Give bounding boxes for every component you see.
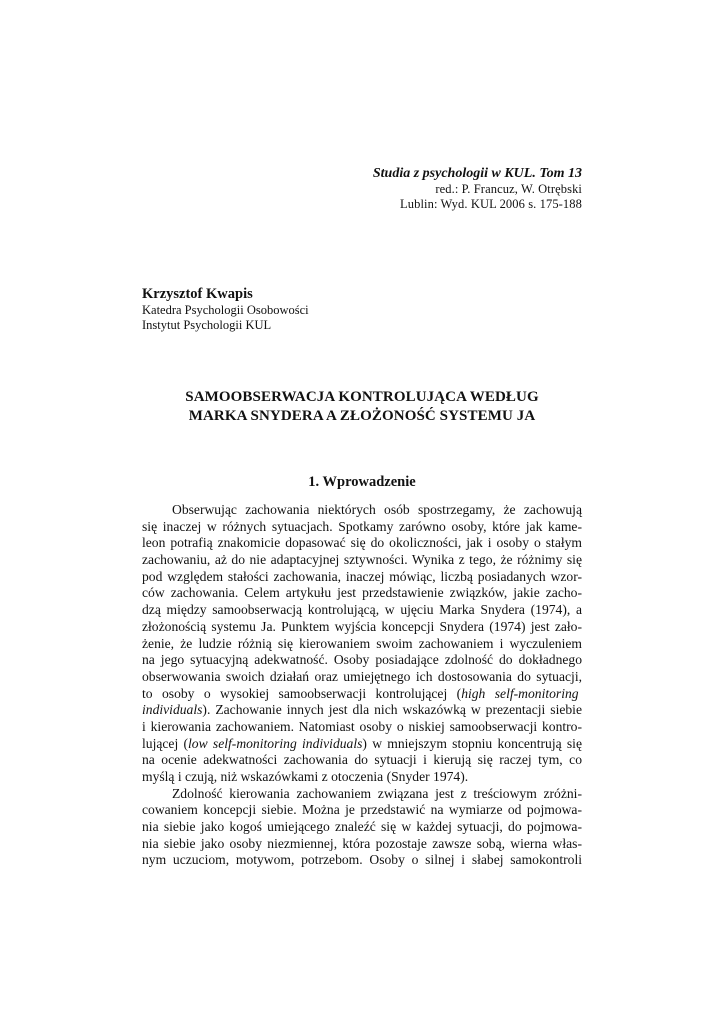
body-line: i kierowania zachowaniem. Natomiast osoby o niskiej samoobserwacji kontro- (142, 718, 582, 734)
body-line: złożonością systemu Ja. Punktem wyjścia koncepcji Snydera (1974) jest zało- (142, 618, 582, 634)
article-title (142, 388, 582, 426)
body-line-mixed (142, 736, 582, 753)
publication-header (162, 166, 582, 212)
body-line: Obserwując zachowania niektórych osób spostrzegamy, że zachowują (172, 502, 582, 517)
body-line: obserwowania swoich działań oraz umiejętnego ich dostosowania do sytuacji, (142, 668, 582, 684)
body-text-run: to osoby o wysokiej samoobserwacji kontrolującej ( (142, 685, 462, 701)
body-line: Zdolność kierowania zachowaniem związana jest z treściowym zróżni- (172, 785, 582, 801)
body-line: nia siebie jako kogoś umiejącego znaleźć się w każdej sytuacji, do pojmowa- (142, 819, 582, 835)
author-block (142, 286, 582, 333)
title-line-2: MARKA SNYDERA A ZŁOŻONOŚĆ SYSTEMU JA (188, 408, 536, 424)
body-line: żenie, że ludzie różnią się kierowaniem swoim zachowaniem i wyczuleniem (142, 635, 582, 651)
body-line-mixed (142, 686, 582, 703)
body-line: na ocenie adekwatności zachowania do sytuacji i kierują się raczej tym, co (142, 752, 582, 768)
body-line: cowaniem koncepcji siebie. Można je przedstawić na wymiarze od pojmowa- (142, 802, 582, 818)
editors-line: red.: P. Francuz, W. Otrębski (435, 182, 582, 196)
section-heading: 1. Wprowadzenie (308, 474, 416, 490)
title-line-1: SAMOOBSERWACJA KONTROLUJĄCA WEDŁUG (185, 389, 539, 405)
body-text-run: lującej ( (142, 735, 189, 751)
body-text-run: ). Zachowanie innych jest dla nich wskazówką w prezentacji siebie (202, 702, 582, 718)
body-line: dzą między samoobserwacją kontrolującą, w ujęciu Marka Snydera (1974), a (142, 602, 582, 618)
body-line: pod względem stałości zachowania, inaczej mówiąc, liczbą posiadanych wzor- (142, 568, 582, 584)
body-line: leon potrafią znakomicie dopasować się do okoliczności, jak i osoby o stałym (142, 535, 582, 551)
author-name: Krzysztof Kwapis (142, 286, 253, 302)
body-line-mixed (142, 702, 582, 719)
body-text-run: ) w mniejszym stopniu koncentrują się (362, 735, 582, 751)
body-italic-term: high self-monitoring (461, 685, 579, 701)
affiliation-institute: Instytut Psychologii KUL (142, 318, 272, 332)
body-line: myślą i czują, niż wskazówkami z otoczenia (Snyder 1974). (142, 769, 469, 784)
publisher-line: Lublin: Wyd. KUL 2006 s. 175-188 (400, 197, 582, 211)
body-line: nia siebie jako osoby niezmiennej, która pozostaje zawsze sobą, wierna włas- (142, 835, 582, 851)
affiliation-department: Katedra Psychologii Osobowości (142, 303, 309, 317)
body-italic-term: low self-monitoring individuals (188, 735, 363, 751)
body-text (142, 502, 582, 869)
body-line: zachowaniu, aż do nie adaptacyjnej sztywności. Wynika z tego, że różnimy się (142, 552, 582, 568)
body-italic-term: individuals (142, 702, 203, 718)
body-text-run (579, 686, 582, 701)
body-line: ców zachowania. Celem artykułu jest przedstawienie związków, jakie zacho- (142, 585, 582, 601)
body-line: nym uczuciom, motywom, potrzebom. Osoby o silnej i słabej samokontroli (142, 852, 582, 868)
body-line: się inaczej w różnych sytuacjach. Spotkamy zarówno osoby, które jak kame- (142, 518, 582, 534)
journal-title: Studia z psychologii w KUL. Tom 13 (372, 166, 582, 181)
body-line: na jego sytuacyjną adekwatność. Osoby posiadające zdolność do dokładnego (142, 652, 582, 668)
